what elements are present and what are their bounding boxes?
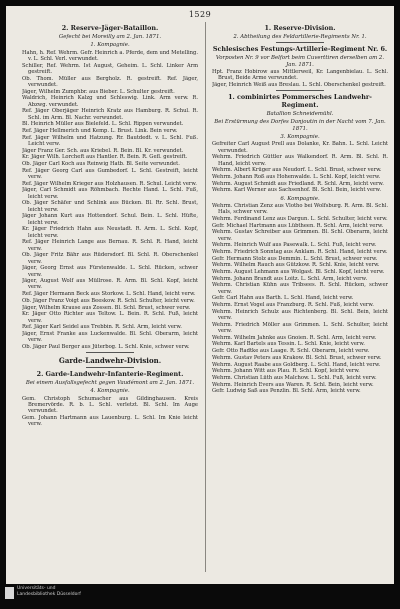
footer-line: Universitäts- und <box>17 586 56 591</box>
casualty-entry: Gem. Johann Hartmann aus Lauenburg. L. Schl. Im Knie leicht verw. <box>22 415 198 428</box>
casualty-entry: Jäger, Wilhelm Krause aus Zossen. Bl. Schl. Brust, schwer verw. <box>22 304 191 311</box>
section-rule <box>276 42 324 43</box>
casualty-entry: Wehrm. Wilhelm Rauch aus Gützkow. R. Schl. Knie, leicht verw. <box>212 262 380 269</box>
casualty-entry: Wehrm. Gustav Peters aus Krakow. Bl. Schl. Brust, schwer verw. <box>212 354 382 361</box>
entry-list <box>22 50 198 351</box>
document-page <box>6 6 394 584</box>
casualty-entry: Bl. Heinrich Müller aus Bielefeld. L. Schl. Rippen verwundet. <box>22 121 184 128</box>
section-rule <box>276 90 324 91</box>
casualty-entry: Hpt. Franz Hobirow aus Mittlerweil, Kr. Langenbielau. L. Schl. Brust, Beide Arme verwundet. <box>212 68 388 82</box>
casualty-entry: Wehrm. Johann Roß aus Hohenwalde. L. Schl. Kopf, leicht verw. <box>212 174 381 181</box>
casualty-entry: Wehrm. Gustav Schreiber aus Grimmen. Bl. Schl. Oberarm, leicht verw. <box>212 229 388 242</box>
casualty-entry: Wehrm. Heinrich Wulf aus Pasewalk. L. Schl. Fuß, leicht verw. <box>212 242 377 249</box>
section-subheading: 2. Abtheilung des Feldartillerie-Regiments Nr. 1. <box>233 34 367 40</box>
casualty-entry: Kr. Jäger Otto Richter aus Teltow. L. Bein. R. Schl. Fuß, leicht verw. <box>22 311 198 324</box>
casualty-entry: Jäger Franz Ger. Sch. aus Kriebel. R. Bein. Bl. Kr. verwundet. <box>22 147 184 154</box>
section-subheading: Gefecht bei Moreilly am 2. Jan. 1871. <box>58 34 162 40</box>
section-heading: 2. Reserve-Jäger-Bataillon. <box>61 24 159 32</box>
casualty-entry: Wehrm. August Schmidt aus Friedland. R. Schl. Arm, leicht verw. <box>212 180 384 187</box>
casualty-entry: Wehrm. Friedrich Möller aus Grimmen. L. Schl. Schulter, leicht verw. <box>212 321 388 335</box>
footer-credit <box>17 586 81 597</box>
section-heading: 1. Reserve-Division. <box>264 24 336 32</box>
casualty-entry: Wehrm. Ernst Vogel aus Franzburg. R. Schl. Fuß, leicht verw. <box>212 302 374 309</box>
division-heading: Garde-Landwehr-Division. <box>58 356 162 366</box>
casualty-entry: Wehrm. August Lehmann aus Wolgast. Bl. Schl. Kopf, leicht verw. <box>212 269 385 276</box>
section-rule <box>86 352 134 353</box>
casualty-entry: Ref. Jäger Karl Seidel aus Trebbin. R. Schl. Arm, leicht verw. <box>22 324 182 331</box>
casualty-entry: Ref. Jäger Hermann Beck aus Storkow. L. Schl. Hand, leicht verw. <box>22 291 196 298</box>
right-column <box>212 22 388 578</box>
casualty-entry: Jäger, Ernst Franke aus Luckenwalde. Bl. Schl. Oberarm, leicht verw. <box>22 330 198 344</box>
regiment-heading: 2. Garde-Landwehr-Infanterie-Regiment. <box>36 370 184 379</box>
casualty-entry: Ob. Jäger Paul Berger aus Jüterbog. L. Schl. Knie, schwer verw. <box>22 343 190 350</box>
casualty-entry: Gefr. Ludwig Saß aus Penzlin. Bl. Schl. Arm, leicht verw. <box>212 388 361 395</box>
casualty-entry: Kr. Jäger Friedrich Hahn aus Neustadt. R. Arm. L. Schl. Kopf, leicht verw. <box>22 226 198 239</box>
casualty-entry: Wehrm. August Raabe aus Goldberg. L. Schl. Hand, leicht verw. <box>212 361 381 368</box>
casualty-entry: Wehrm. Christian Kühn aus Tribsees. R. Schl. Rücken, schwer verw. <box>212 282 388 295</box>
entry-list <box>22 396 198 428</box>
casualty-entry: Wehrm. Ferdinand Lenz aus Dargun. L. Schl. Schulter, leicht verw. <box>212 215 388 222</box>
column-divider <box>205 22 206 572</box>
casualty-entry: Gem. Christoph Schumacher aus Gildinghausen. Kreis Bremervörde. R. b. L. Schl. verletzt. Bl. Schl. Im Auge verwundet. <box>22 395 198 415</box>
casualty-entry: Gefr. Carl Hahn aus Barth. L. Schl. Hand, leicht verw. <box>212 295 354 302</box>
entry-list <box>212 141 388 193</box>
library-logo-icon <box>5 587 14 599</box>
casualty-entry: Jäger, Wilhelm Zumphbr. aus Bieber. L. Schulter gestreift. <box>22 88 175 95</box>
footer-line: Landesbibliothek Düsseldorf <box>17 591 81 597</box>
casualty-entry: Gefr. Michael Hartmann aus Lübtheen. R. Schl. Arm, leicht verw. <box>212 222 384 229</box>
casualty-entry: Gefr. Otto Radtke aus Laage. R. Schl. Oberarm, leicht verw. <box>212 348 370 355</box>
casualty-entry: Jäger, Georg Ernst aus Fürstenwalde. L. Schl. Rücken, schwer verw. <box>22 265 198 278</box>
casualty-entry: Wehrm. Heinrich Evers aus Waren. R. Schl. Bein, leicht verw. <box>212 381 374 388</box>
entry-list <box>212 69 388 88</box>
casualty-entry: Jäger Johann Kurt aus Hottendorf. Schul. Bein. L. Schl. Hüfte, leicht verw. <box>22 213 198 226</box>
casualty-entry: Ref. Jäger Hellmerich und Kemp. L. Brust. Link. Bein verw. <box>22 127 178 134</box>
company-heading: 6. Kompagnie. <box>280 195 320 202</box>
section-rule <box>86 367 134 368</box>
casualty-entry: Wehrm. Karl Werner aus Sachsenhof. Bl. Schl. Bein, leicht verw. <box>212 187 382 194</box>
casualty-entry: Wehrm. Karl Bartels aus Tessin. L. Schl. Knie, leicht verw. <box>212 341 365 348</box>
casualty-entry: Ref. Jäger Oberjäger Heinrich Kratz aus Hamburg. R. Schul. R. Schl. im Arm. Bl. Nachr. verwundet. <box>22 108 198 121</box>
casualty-entry: Ref. Jäger Heinrich Lange aus Bernau. R. Schl. R. Hand, leicht verw. <box>22 239 198 252</box>
casualty-entry: Jäger, Carl Schmidt aus Röhmbach. Rechte Hand. L. Schl. Fuß, leicht verw. <box>22 187 198 200</box>
casualty-entry: Waldrich, Heinrich Kalzg und Schleswig. Link. Arm verw. R. Abzwg. verwundet. <box>22 95 198 108</box>
casualty-entry: Wehrm. Christian Zenz aus Vlotho bei Wolfsburg. R. Arm. Bl. Schl. Hals, schwer verw. <box>212 202 388 216</box>
casualty-entry: Ref. Jäger Wilhelm und Hatzung. Rr. Bautdedt. v. L. Schl. Fuß. Leicht verw. <box>22 134 198 147</box>
casualty-entry: Ref. Jäger Georg Carl aus Gumbedorf. L. Schl. Gestreift, leicht verw. <box>22 167 198 180</box>
casualty-entry: Wehrm. Friedrich Güttler aus Walkendorf. R. Arm. Bl. Schl. R. Hand, leicht verw. <box>212 154 388 167</box>
casualty-entry: Ob. Jäger Schäfer und Schlink aus Bücken. Bl. Rr. Schl. Brust, leicht verw. <box>22 200 198 213</box>
company-heading: 4. Kompagnie. <box>90 388 130 395</box>
casualty-entry: Ob. Jäger Carl Koch aus Reinwig Hatb. Bl. Seite verwundet. <box>22 160 180 167</box>
casualty-entry: Gefr. Hermann Stolz aus Demmin. L. Schl. Brust, schwer verw. <box>212 255 378 262</box>
casualty-entry: Wehrm. Albert Krüger aus Neudorf. L. Schl. Brust, schwer verw. <box>212 167 382 174</box>
casualty-entry: Ob. Jäger Fritz Bähr aus Rüdersdorf. Bl. Schl. R. Oberschenkel verw. <box>22 252 198 265</box>
regiment-subheading: Bei einem Ausfallsgefecht gegen Vaudémont am 2. Jan. 1871. <box>25 380 195 387</box>
regiment-subheading: Vorposten Nr. 9 vor Belfort beim Cuverttiren derselben am 2. Jan. 1871. <box>215 55 385 68</box>
casualty-entry: Jäger, August Wolf aus Müllrose. R. Arm. Bl. Schl. Kopf, leicht verw. <box>22 278 198 291</box>
company-heading: 1. Kompagnie. <box>90 42 130 49</box>
casualty-entry: Schiller, Ref. Wehrm. Ist August, Geheim. L. Schl. Linker Arm gestreift. <box>22 62 198 75</box>
casualty-entry: Wehrm. Johann Brandt aus Loitz. L. Schl. Arm, leicht verw. <box>212 275 368 282</box>
page-number: 1529 <box>188 10 212 19</box>
left-column <box>22 22 198 578</box>
regiment-heading: Schlesisches Festungs-Artillerie-Regiment Nr. 6. <box>212 45 388 54</box>
casualty-entry: Hahn, h. Ref. Wehrm. Gefr. Heinrich a. Pferde, dem und Metelling. v. L. Schl. Verl. verwundet. <box>22 49 198 62</box>
casualty-entry: Gefreiter Carl August Prell aus Dolanke, Kr. Bahn. L. Schl. Leicht verwundet. <box>212 141 388 154</box>
company-heading: 3. Kompagnie. <box>280 134 320 141</box>
footer-bar <box>0 584 400 609</box>
entry-list <box>212 203 388 395</box>
engagement-note: Bei Erstürmung des Dorfes Danjoutin in der Nacht vom 7. Jan. 1871. <box>214 119 386 132</box>
casualty-entry: Wehrm. Friedrich Sonntag aus Anklam. R. Schl. Hand, leicht verw. <box>212 249 388 256</box>
casualty-entry: Wehrm. Johann Witt aus Plau. R. Schl. Kopf, leicht verw. <box>212 368 360 375</box>
casualty-entry: Wehrm. Heinrich Schulz aus Richtenberg. Bl. Schl. Bein, leicht verw. <box>212 308 388 322</box>
casualty-entry: Wehrm. Christian Lüth aus Malchow. L. Schl. Fuß, leicht verw. <box>212 374 377 381</box>
casualty-entry: Ref. Jäger Wilhelm Krieger aus Holzhausen. R. Schul. Leicht verw. <box>22 180 197 187</box>
casualty-entry: Jäger, Heinrich Weiß aus Breslau. L. Schl. Oberschenkel gestreift. <box>212 81 386 88</box>
battalion-heading: Batallion Schneidemühl. <box>266 111 334 118</box>
casualty-entry: Kr. Jäger Wilh. Lorcheft aus Hantler. R. Bein. R. Gefl. gestreift. <box>22 154 188 161</box>
casualty-entry: Ob. Jäger Franz Voigt aus Beeskow. R. Schl. Schulter, leicht verw. <box>22 297 195 304</box>
regiment-heading: 1. combinirtes Pommersches Landwehr-Regiment. <box>228 93 372 110</box>
casualty-entry: Wehrm. Wilhelm Jahnke aus Gnoien. R. Schl. Arm, leicht verw. <box>212 334 377 341</box>
casualty-entry: Ob. Thom. Müller aus Bergholz. R. gestreift. Ref. Jäger, verwundet. <box>22 75 198 88</box>
